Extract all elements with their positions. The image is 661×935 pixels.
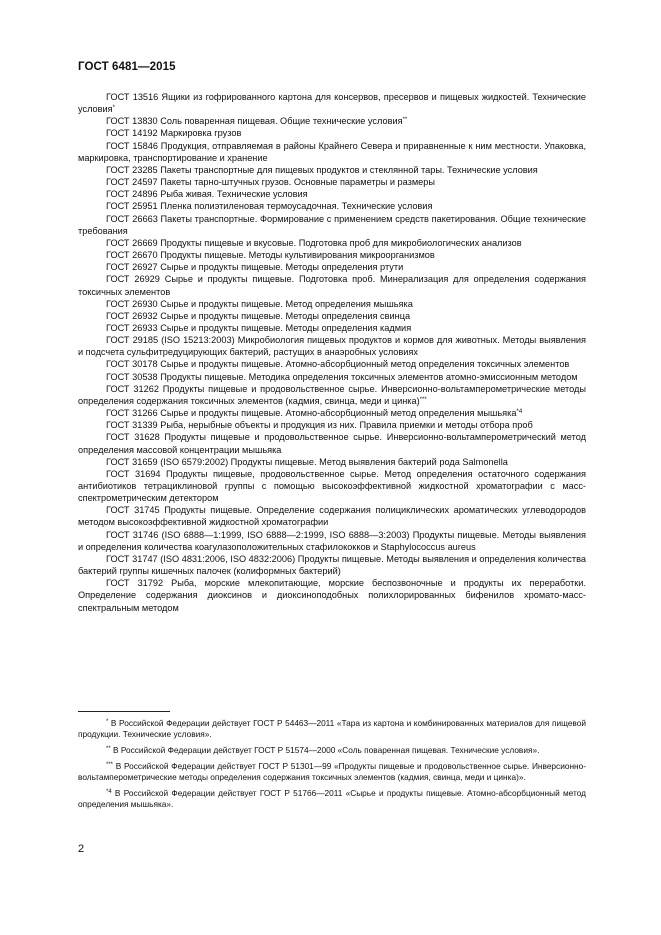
reference-item: ГОСТ 13830 Соль поваренная пищевая. Общие технические условия** [106, 116, 408, 127]
reference-item: ГОСТ 30178 Сырье и продукты пищевые. Атомно-абсорбционный метод определения токсичных элементов [106, 359, 570, 370]
footnote: *** В Российской Федерации действует ГОСТ Р 51301—99 «Продукты пищевые и продовольственное сырье. Инверсионно-вольтамперометрические методы определения содержания токсичных элементов (кадмия, свинца, меди и цинка)». [78, 760, 586, 782]
footnote-divider [78, 711, 170, 712]
footnote: ** В Российской Федерации действует ГОСТ Р 51574—2000 «Соль поваренная пищевая. Технические условия». [106, 744, 540, 755]
reference-item: ГОСТ 31266 Сырье и продукты пищевые. Атомно-абсорбционный метод определения мышьяка$^{*4}$ [106, 408, 523, 419]
footnote-mark: *4 [516, 409, 523, 416]
footnote-mark: *4 [106, 788, 112, 795]
footnote: * В Российской Федерации действует ГОСТ Р 54463—2011 «Тара из картона и комбинированных материалов для пищевой продукции. Технические условия». [78, 718, 586, 740]
reference-item: ГОСТ 26932 Сырье и продукты пищевые. Методы определения свинца [106, 310, 411, 321]
reference-item: ГОСТ 26669 Продукты пищевые и вкусовые. Подготовка проб для микробиологических анализов [106, 237, 522, 248]
reference-item: ГОСТ 31792 Рыба, морские млекопитающие, морские беспозвоночные и продукты их переработки. Определение содержания диоксинов и диоксиноподобных полихлорированных бифенилов хромато-масс-спектральным методом [78, 578, 586, 613]
reference-item: ГОСТ 26670 Продукты пищевые. Методы культивирования микроорганизмов [106, 250, 435, 261]
reference-item: ГОСТ 26930 Сырье и продукты пищевые. Метод определения мышьяка [106, 298, 413, 309]
reference-item: ГОСТ 14192 Маркировка грузов [106, 128, 242, 139]
document-header: ГОСТ 6481—2015 [78, 61, 176, 73]
reference-item: ГОСТ 31262 Продукты пищевые и продовольственное сырье. Инверсионно-вольтамперометрические методы определения содержания токсичных элементов (кадмия, свинца, меди и цинка)*** [78, 383, 586, 406]
reference-item: ГОСТ 26933 Сырье и продукты пищевые. Методы определения кадмия [106, 322, 412, 333]
footnotes [78, 718, 586, 814]
reference-item: ГОСТ 30538 Продукты пищевые. Методика определения токсичных элементов атомно-эмиссионным методом [106, 371, 578, 382]
footnote-mark: * [112, 105, 115, 112]
reference-item: ГОСТ 26929 Сырье и продукты пищевые. Подготовка проб. Минерализация для определения содержания токсичных элементов [78, 274, 586, 297]
footnote-mark: ** [402, 117, 408, 124]
footnote-mark: *** [419, 396, 427, 403]
reference-item: ГОСТ 26927 Сырье и продукты пищевые. Методы определения ртути [106, 262, 404, 273]
reference-item: ГОСТ 31339 Рыба, нерыбные объекты и продукция из них. Правила приемки и методы отбора проб [106, 420, 533, 431]
reference-item: ГОСТ 31694 Продукты пищевые, продовольственное сырье. Метод определения остаточного содержания антибиотиков тетрациклиновой группы с помощью высокоэффективной жидкостной хроматографии с масс-спектрометрическим детектором [78, 468, 586, 504]
reference-item: ГОСТ 31746 (ISO 6888—1:1999, ISO 6888—2:1999, ISO 6888—3:2003) Продукты пищевые. Методы выявления и определения количества коагулазоположительных стафилококков и Staphylococcus aureus [78, 529, 586, 552]
footnote: $^{*4}$ В Российской Федерации действует ГОСТ Р 51766—2011 «Сырье и продукты пищевые. Атомно-абсорбционный метод определения мышьяка». [78, 787, 586, 809]
reference-item: ГОСТ 31628 Продукты пищевые и продовольственное сырье. Инверсионно-вольтамперометрический метод определения массовой концентрации мышьяка [78, 432, 586, 455]
reference-item: ГОСТ 24896 Рыба живая. Технические условия [106, 189, 308, 200]
normative-references-list [78, 91, 586, 614]
reference-item: ГОСТ 31659 (ISO 6579:2002) Продукты пищевые. Метод выявления бактерий рода Salmonella [106, 456, 508, 467]
reference-item: ГОСТ 31747 (ISO 4831:2006, ISO 4832:2006) Продукты пищевые. Методы выявления и определения количества бактерий группы кишечных палочек (колиформных бактерий) [78, 553, 586, 577]
footnote-mark: * [106, 719, 109, 725]
reference-item: ГОСТ 26663 Пакеты транспортные. Формирование с применением средств пакетирования. Общие технические требования [78, 213, 586, 236]
reference-item: ГОСТ 29185 (ISO 15213:2003) Микробиология пищевых продуктов и кормов для животных. Методы выявления и подсчета сульфитредуцирующих бактерий, растущих в анаэробных условиях [78, 335, 586, 358]
footnote-mark: *** [106, 761, 114, 768]
page-number: 2 [78, 843, 85, 855]
reference-item: ГОСТ 24597 Пакеты тарно-штучных грузов. Основные параметры и размеры [106, 177, 436, 188]
reference-item: ГОСТ 13516 Ящики из гофрированного картона для консервов, пресервов и пищевых жидкостей. Технические условия* [78, 92, 586, 115]
reference-item: ГОСТ 23285 Пакеты транспортные для пищевых продуктов и стеклянной тары. Технические условия [106, 164, 538, 175]
reference-item: ГОСТ 15846 Продукция, отправляемая в районы Крайнего Севера и приравненные к ним местности. Упаковка, маркировка, транспортирование и хранение [78, 140, 586, 163]
footnote-mark: ** [106, 745, 111, 752]
reference-item: ГОСТ 25951 Пленка полиэтиленовая термоусадочная. Технические условия [106, 201, 433, 212]
reference-item: ГОСТ 31745 Продукты пищевые. Определение содержания полициклических ароматических углеводородов методом высокоэффективной жидкостной хроматографии [78, 505, 586, 528]
